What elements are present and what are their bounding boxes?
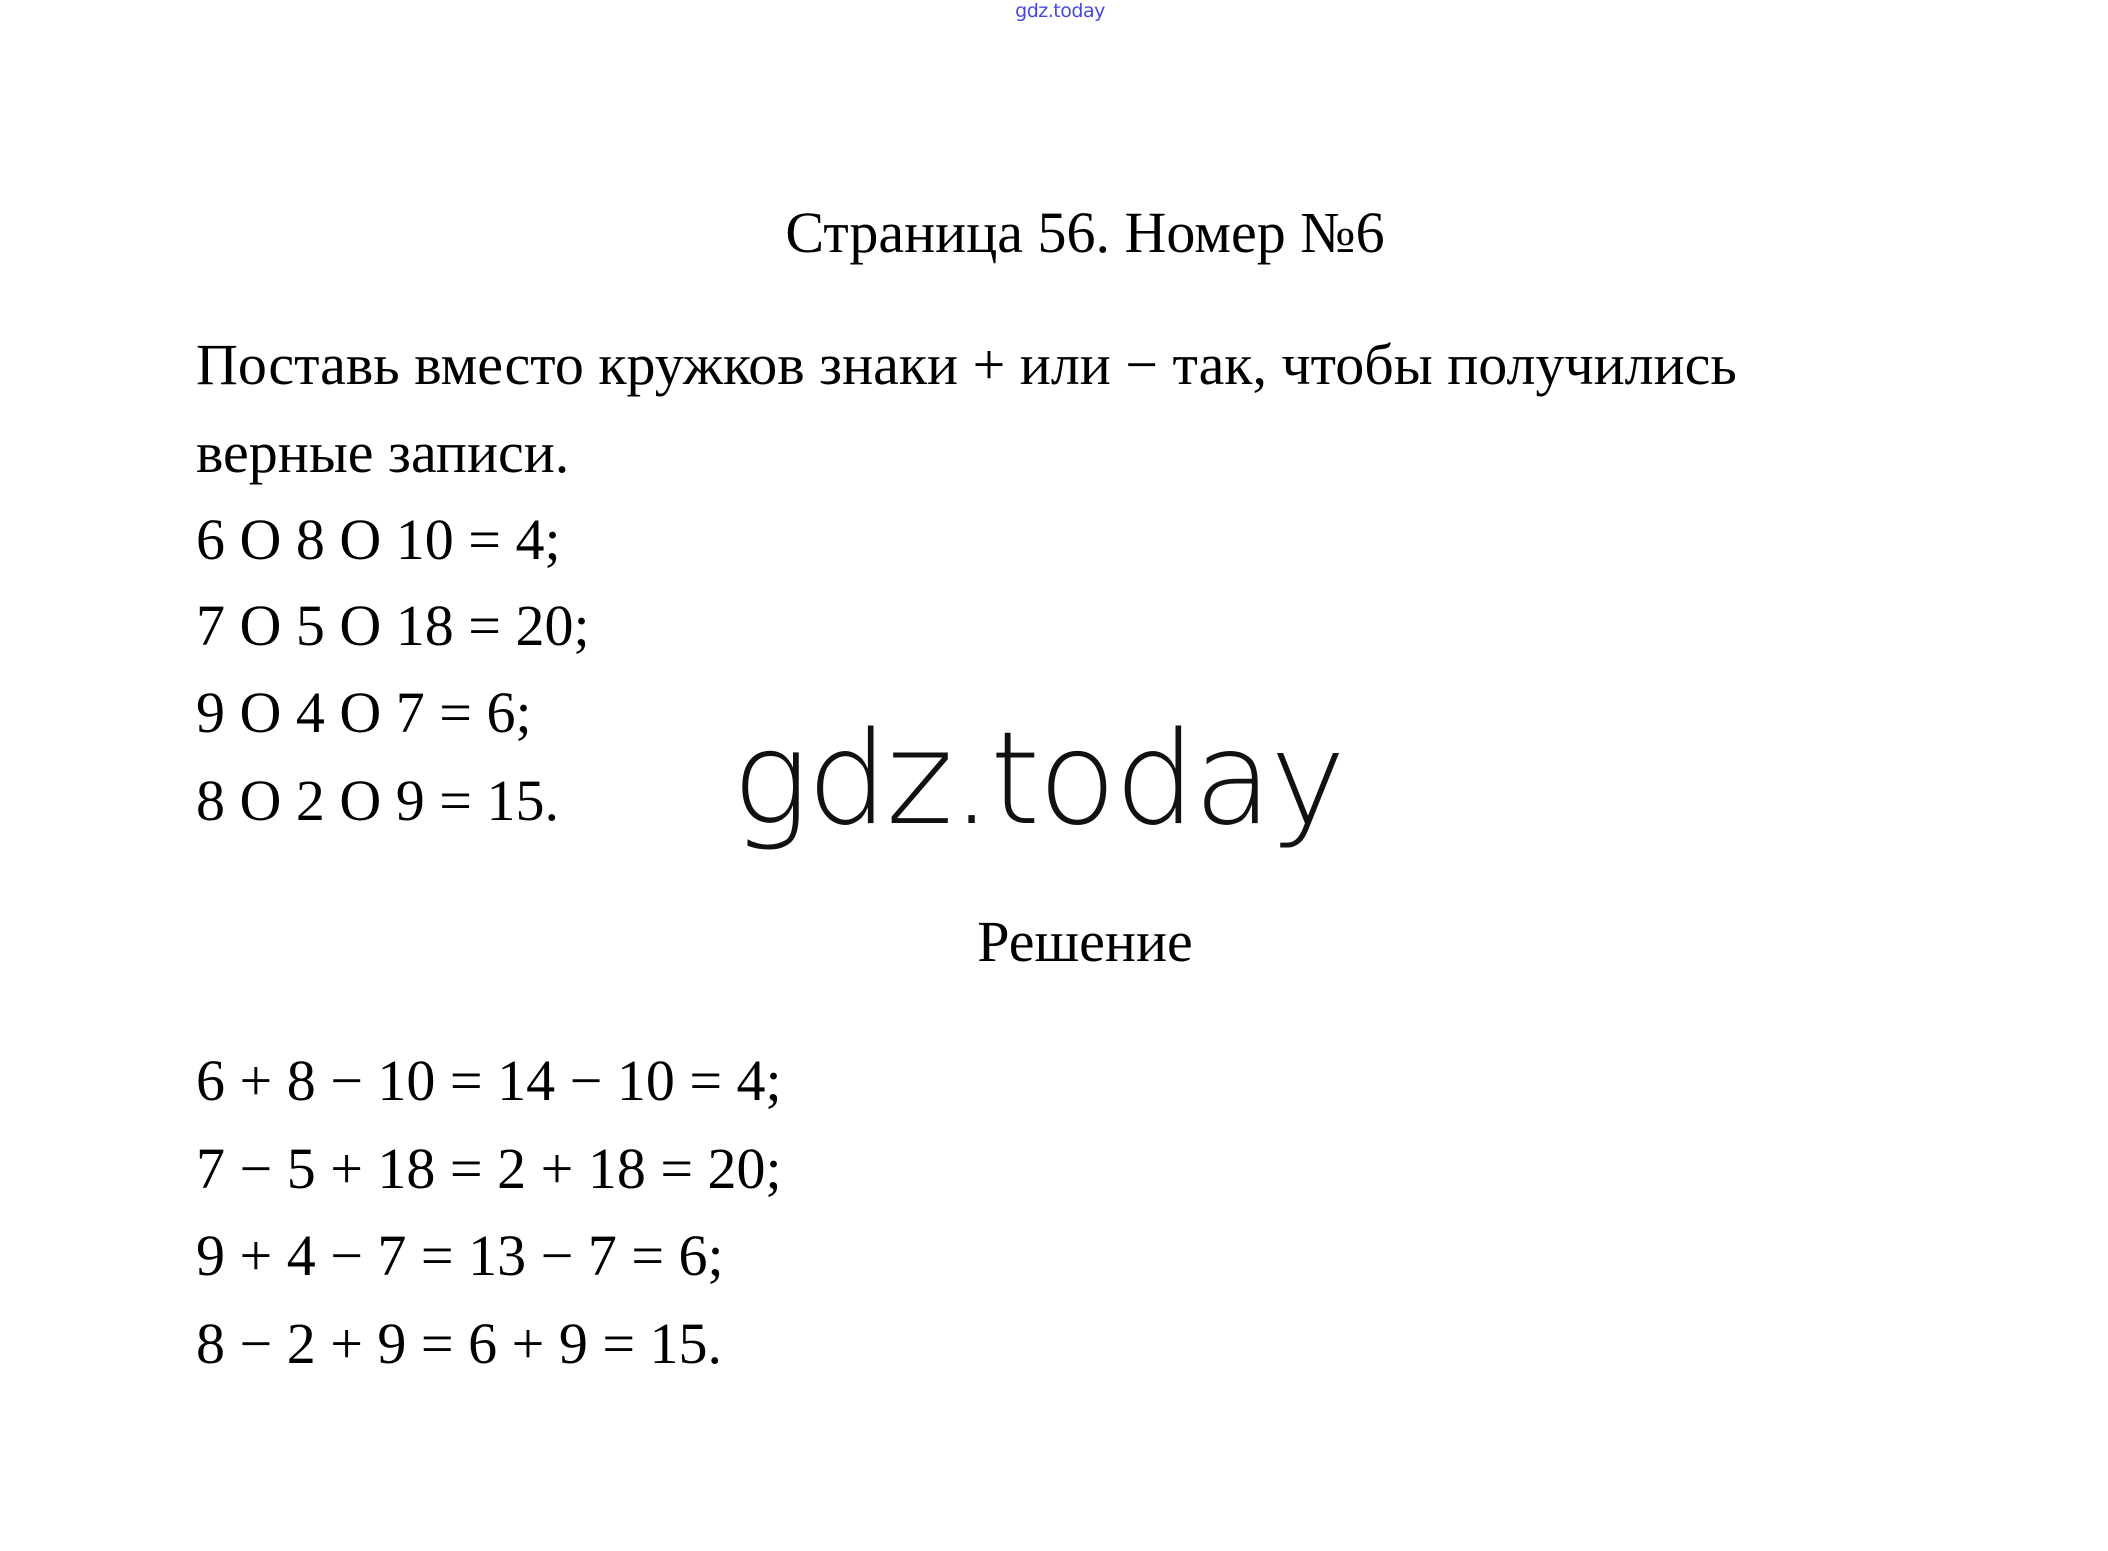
solution-line: 6 + 8 − 10 = 14 − 10 = 4; [196,1048,782,1113]
watermark-top: gdz.today [1015,0,1105,22]
solution-heading: Решение [977,909,1193,974]
solution-line: 8 − 2 + 9 = 6 + 9 = 15. [196,1311,723,1376]
task-line: 7 O 5 O 18 = 20; [196,593,590,658]
watermark-center: gdz.today [732,705,1344,854]
solution-line: 7 − 5 + 18 = 2 + 18 = 20; [196,1136,782,1201]
task-line: 8 O 2 O 9 = 15. [196,768,559,833]
page-title: Страница 56. Номер №6 [785,200,1385,265]
task-line: 9 O 4 O 7 = 6; [196,680,532,745]
solution-line: 9 + 4 − 7 = 13 − 7 = 6; [196,1223,724,1288]
task-line: верные записи. [196,420,570,485]
task-line: Поставь вместо кружков знаки + или − так, чтобы получились [196,332,1737,397]
task-line: 6 O 8 O 10 = 4; [196,507,561,572]
